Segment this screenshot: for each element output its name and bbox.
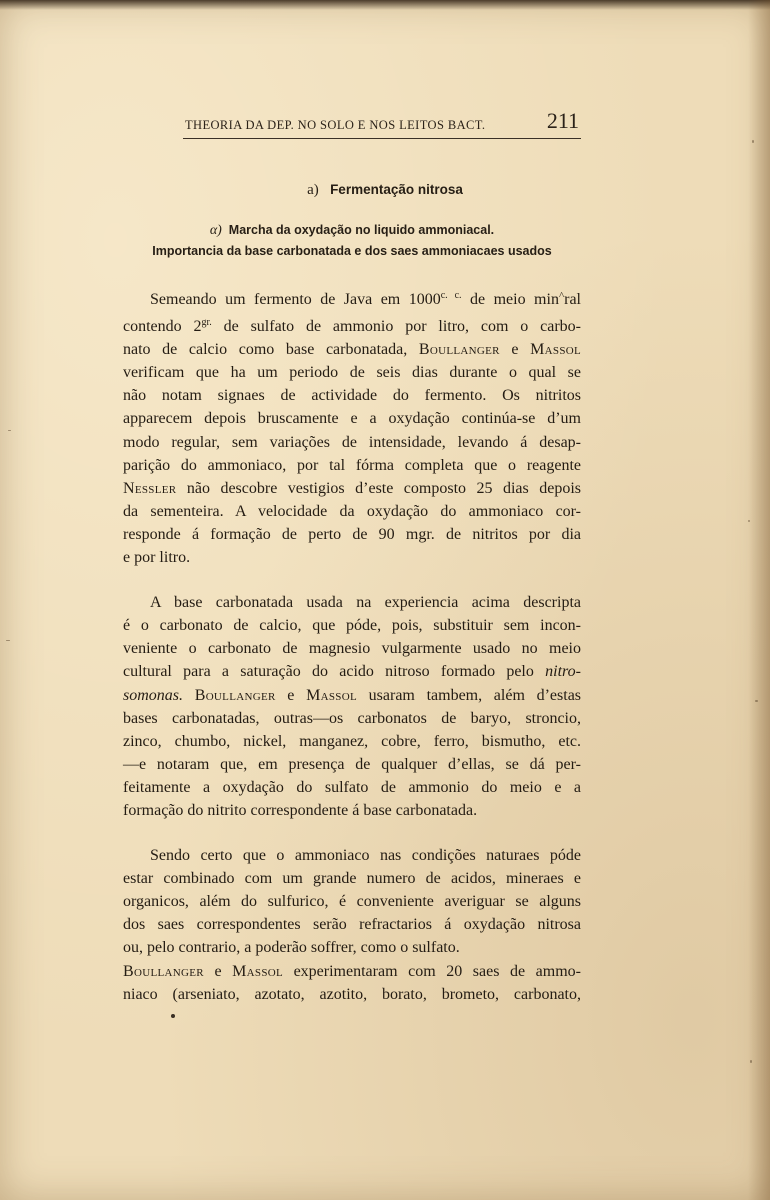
text-line: não notam signaes de actividade do fermento. Os nitritos xyxy=(123,387,581,405)
subsection-label: α) xyxy=(209,223,222,238)
running-title: THEORIA DA DEP. NO SOLO E NOS LEITOS BACT. xyxy=(185,118,486,132)
text-line: e por litro. xyxy=(123,549,191,567)
right-edge-shadow xyxy=(748,0,770,1200)
text-line: Semeando um fermento de Java em $1000^{c. c.}$ de meio min^ral xyxy=(150,290,581,308)
text-line: —e notaram que, em presença de qualquer d’ellas, se dá per- xyxy=(123,755,581,773)
text-line: Nessler não descobre vestigios d’este composto 25 dias depois xyxy=(123,479,581,497)
page-number: 211 xyxy=(546,108,579,133)
text-line: Sendo certo que o ammoniaco nas condições naturaes póde xyxy=(150,847,581,865)
top-edge-shadow xyxy=(0,0,770,10)
section-heading xyxy=(0,182,770,199)
text-line: ou, pelo contrario, a poderão soffrer, como o sulfato. xyxy=(123,939,460,957)
paper-speck xyxy=(6,640,10,641)
text-line: parição do ammoniaco, por tal fórma completa que o reagente xyxy=(123,456,581,474)
text-line: modo regular, sem variações de intensidade, levando á desap- xyxy=(123,433,581,451)
paper-speck xyxy=(750,1060,752,1063)
text-line: somonas. Boullanger e Massol usaram tambem, além d’estas xyxy=(123,686,582,704)
text-line: verificam que ha um periodo de seis dias durante o qual se xyxy=(123,364,581,382)
text-line: niaco (arseniato, azotato, azotito, borato, brometo, carbonato, xyxy=(123,985,581,1003)
text-line: bases carbonatadas, outras—os carbonatos de baryo, stroncio, xyxy=(123,709,581,727)
paragraph-2 xyxy=(123,591,581,822)
text-line: Boullanger e Massol experimentaram com 20 saes de ammo- xyxy=(123,962,581,980)
section-label: a) xyxy=(307,182,319,198)
paper-speck xyxy=(752,140,754,143)
text-line: responde á formação de perto de 90 mgr. de nitritos por dia xyxy=(123,525,581,543)
text-line: dos saes correspondentes serão refractarios á oxydação nitrosa xyxy=(123,916,581,934)
paragraph-1 xyxy=(123,284,581,569)
subsection-title-line2: Importancia da base carbonatada e dos saes ammoniacaes usados xyxy=(152,244,552,258)
page-header xyxy=(183,106,581,139)
paper-speck xyxy=(748,520,750,522)
paragraph-3 xyxy=(123,844,581,1006)
text-line: zinco, chumbo, nickel, manganez, cobre, ferro, bismutho, etc. xyxy=(123,732,581,750)
text-line: da sementeira. A velocidade da oxydação do ammoniaco cor- xyxy=(123,502,581,520)
text-line: estar combinado com um grande numero de acidos, mineraes e xyxy=(123,870,581,888)
text-line: formação do nitrito correspondente á base carbonatada. xyxy=(123,801,478,819)
subsection-title-line1: Marcha da oxydação no liquido ammoniacal. xyxy=(228,223,495,237)
text-line: cultural para a saturação do acido nitroso formado pelo nitro- xyxy=(123,663,581,681)
text-line: A base carbonatada usada na experiencia acima descripta xyxy=(150,594,581,612)
section-title: Fermentação nitrosa xyxy=(330,182,463,197)
subsection-heading xyxy=(120,220,584,261)
text-line: apparecem depois bruscamente e a oxydação continúa-se d’um xyxy=(123,410,581,428)
body-text xyxy=(123,284,581,1006)
text-line: veniente o carbonato de magnesio vulgarmente usado no meio xyxy=(123,640,581,658)
text-line: organicos, além do sulfurico, é conveniente averiguar se alguns xyxy=(123,893,581,911)
text-line: feitamente a oxydação do sulfato de ammonio do meio e a xyxy=(123,778,581,796)
text-line: é o carbonato de calcio, que póde, pois, substituir sem incon- xyxy=(123,617,581,635)
text-line: contendo $2^{gr.}$ de sulfato de ammonio por litro, com o carbo- xyxy=(123,317,581,336)
text-line: nato de calcio como base carbonatada, Boullanger e Massol xyxy=(123,341,581,359)
paper-speck xyxy=(755,700,758,702)
paper-speck xyxy=(8,430,11,431)
ink-mark xyxy=(171,1014,175,1018)
